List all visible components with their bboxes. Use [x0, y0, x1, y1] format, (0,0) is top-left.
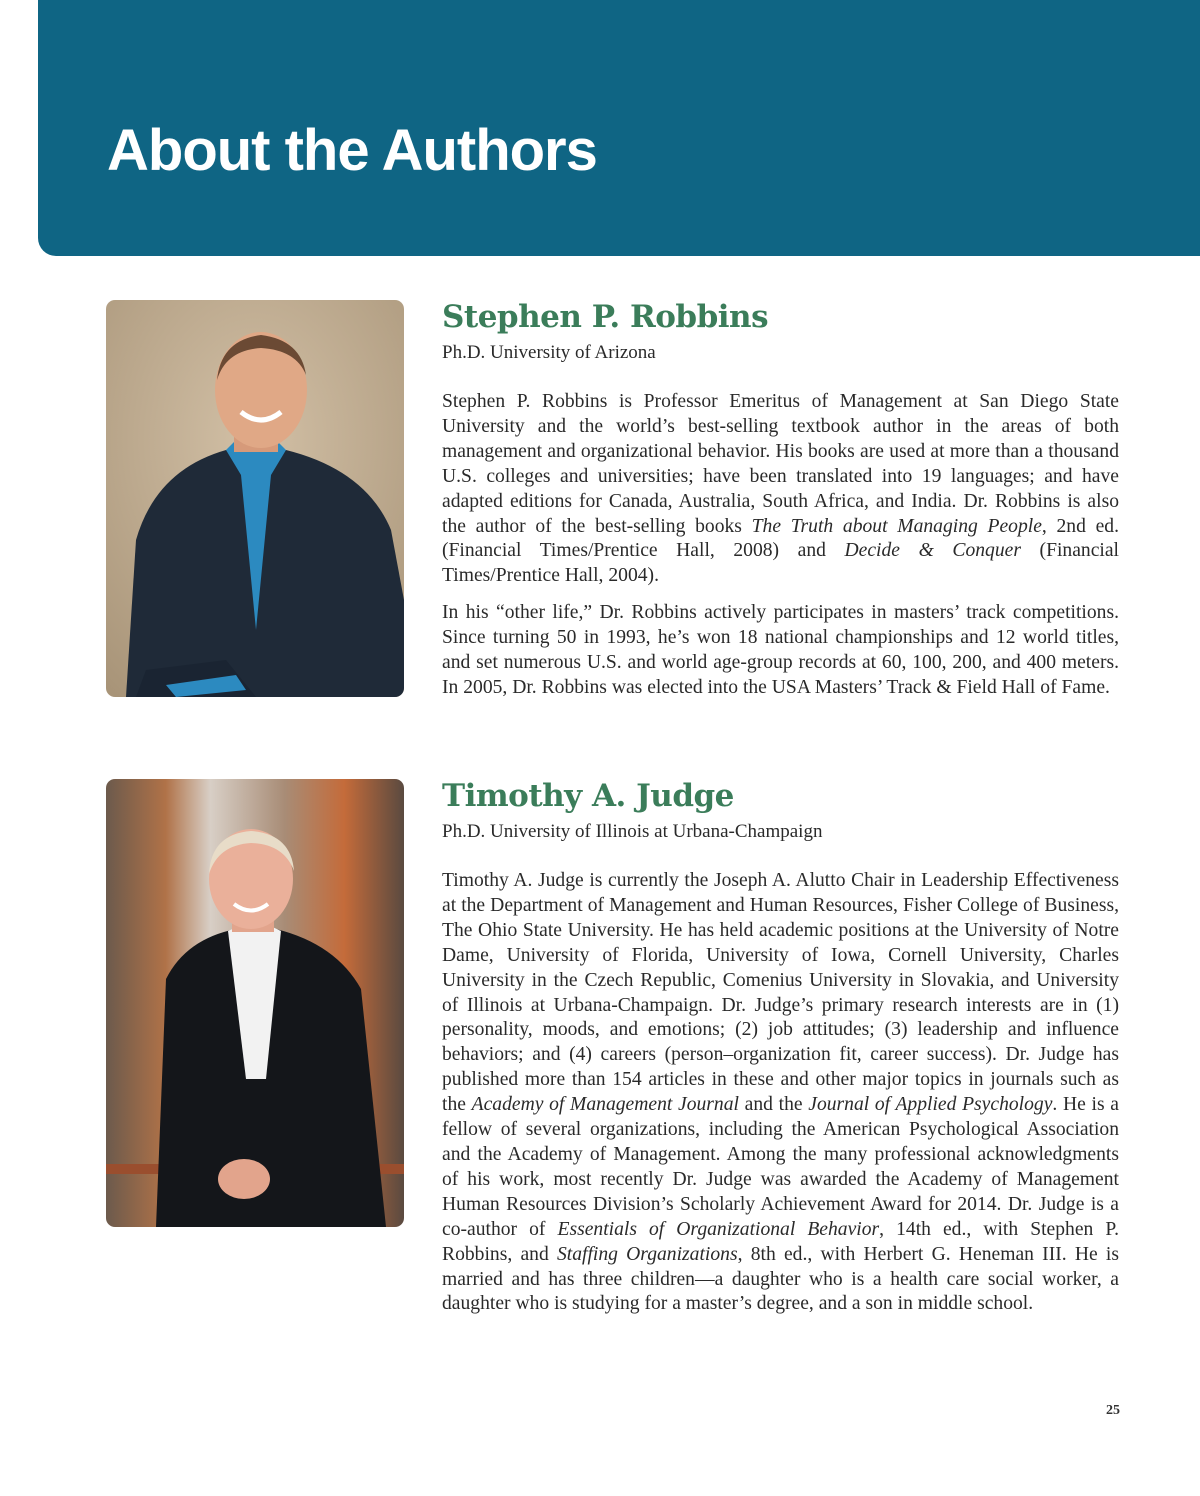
page-title: About the Authors	[107, 118, 597, 183]
portrait-photo-icon	[106, 779, 404, 1227]
author-name: Stephen P. Robbins	[442, 299, 769, 335]
bio-paragraph	[442, 869, 1119, 1317]
text-run: Stephen P. Robbins is Professor Emeritus of Management at San Diego State University and the world’s best-selling textbook author in the areas of both management and organizational behavior. His books are used at more than a thousand U.S. colleges and universities; have been translated into 19 languages; and have adapted editions for Canada, Australia, South Africa, and India. Dr. Robbins is also the author of the best-selling books	[442, 391, 1119, 537]
text-run: and the	[738, 1094, 809, 1116]
author-photo-judge	[106, 779, 404, 1227]
author-photo-robbins	[106, 300, 404, 697]
bio-paragraph	[442, 390, 1119, 589]
text-run: , 2nd ed. (Financial Times/Prentice Hall, 2008) and	[442, 515, 1119, 562]
text-run: , 14th ed., with Stephen P. Robbins, and	[442, 1218, 1119, 1265]
book-title: Decide & Conquer	[844, 540, 1021, 562]
author-bio-judge	[442, 773, 1119, 1329]
text-run: , 8th ed., with Herbert G. Heneman III. He is married and has three children—a daughter who is a health care social worker, a daughter who is studying for a master’s degree, and a son in middle school.	[442, 1243, 1119, 1315]
author-degree: Ph.D. University of Illinois at Urbana-Champaign	[442, 821, 823, 842]
book-title: The Truth about Managing People	[751, 515, 1042, 537]
journal-title: Journal of Applied Psychology	[808, 1094, 1053, 1116]
book-title: Staffing Organizations	[556, 1243, 738, 1265]
author-degree: Ph.D. University of Arizona	[442, 342, 656, 363]
journal-title: Academy of Management Journal	[471, 1094, 739, 1116]
text-run: Timothy A. Judge is currently the Joseph A. Alutto Chair in Leadership Effectiveness at the Department of Management and Human Resources, Fisher College of Business, The Ohio State University. He has held academic positions at the University of Notre Dame, University of Florida, University of Iowa, Cornell University, Charles University in the Czech Republic, Comenius University in Slovakia, and University of Illinois at Urbana-Champaign. Dr. Judge’s primary research interests are in (1) personality, moods, and emotions; (2) job attitudes; (3) leadership and influence behaviors; and (4) careers (person–organization fit, career success). Dr. Judge has published more than 154 articles in these and other major topics in journals such as the	[442, 870, 1119, 1116]
author-bio-robbins	[442, 294, 1119, 713]
text-run: (Financial Times/Prentice Hall, 2004).	[442, 540, 1119, 587]
portrait-photo-icon	[106, 300, 404, 697]
page-number: 25	[1106, 1403, 1120, 1418]
book-title: Essentials of Organizational Behavior	[557, 1218, 880, 1240]
text-run: . He is a fellow of several organizations, including the American Psychological Association and the Academy of Management. Among the many professional acknowledgments of his work, most recently Dr. Judge was awarded the Academy of Management Human Resources Division’s Scholarly Achievement Award for 2014. Dr. Judge is a co-author of	[442, 1094, 1119, 1240]
author-name: Timothy A. Judge	[442, 778, 734, 814]
bio-paragraph: In his “other life,” Dr. Robbins actively participates in masters’ track competitions. Since turning 50 in 1993, he’s won 18 national championships and 12 world titles, and set numerous U.S. and world age-group records at 60, 100, 200, and 400 meters. In 2005, Dr. Robbins was elected into the USA Masters’ Track & Field Hall of Fame.	[442, 602, 1119, 698]
